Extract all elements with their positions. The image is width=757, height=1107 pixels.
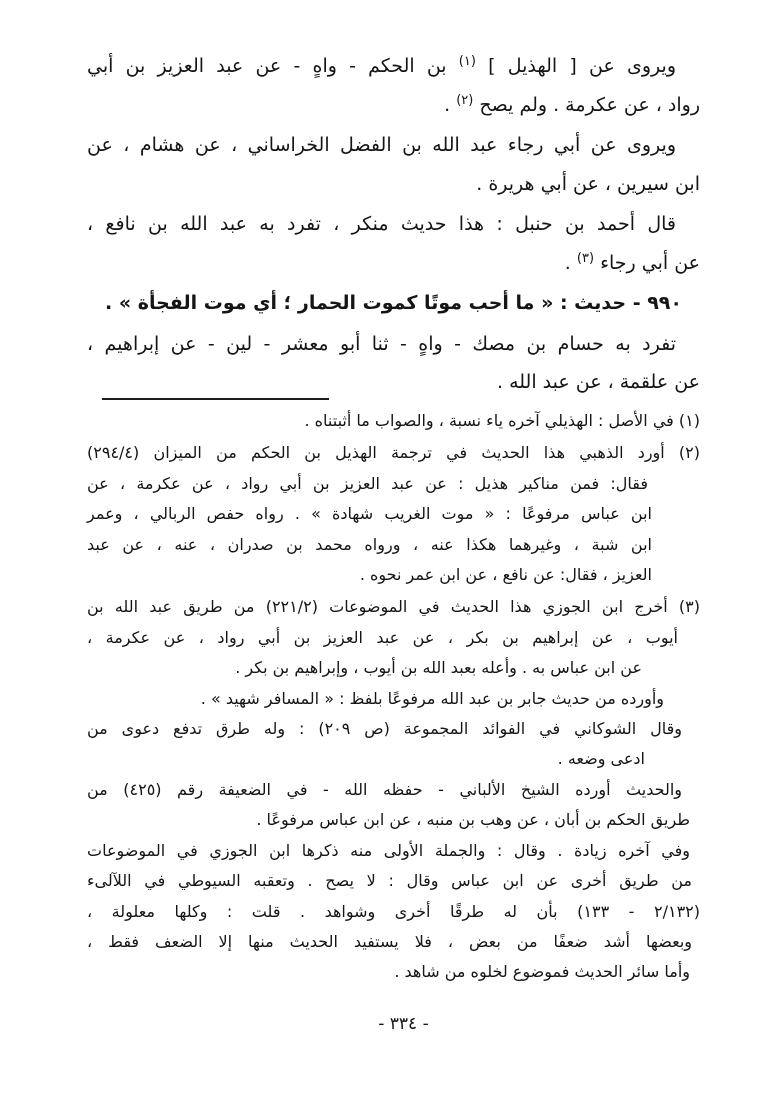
text-line: تفرد به حسام بن مصك - واهٍ - ثنا أبو معشر - لين - عن إبراهيم ، bbox=[87, 332, 676, 355]
text-run: عن أبي رجاء bbox=[594, 251, 700, 274]
footnote-ref-marker: (٢) bbox=[456, 92, 474, 108]
paragraph bbox=[87, 284, 700, 323]
text-line: والحديث أورده الشيخ الألباني - حفظه الله - في الضعيفة رقم (٤٢٥) من bbox=[87, 779, 682, 799]
text-line: ادعى وضعه . bbox=[557, 749, 645, 769]
text-run: . bbox=[444, 93, 457, 116]
text-line bbox=[87, 86, 700, 125]
text-line bbox=[87, 244, 700, 283]
text-line: فقال: فمن مناكير هذيل : عن عبد العزيز بن أبي رواد ، عن عكرمة ، عن bbox=[87, 473, 648, 493]
text-line: ابن سيرين ، عن أبي هريرة . bbox=[476, 172, 700, 195]
footnote-ref-marker: (١) bbox=[458, 54, 476, 69]
text-run: . bbox=[564, 251, 577, 274]
text-line: ابن شبة ، وغيرهما هكذا عنه ، ورواه محمد بن صدران ، عنه ، عن عبد bbox=[87, 534, 652, 554]
text-line: أيوب ، عن إبراهيم بن بكر ، عن عبد العزيز بن أبي رواد ، عن عكرمة ، bbox=[87, 627, 678, 647]
paragraph bbox=[87, 325, 700, 402]
main-text-block bbox=[87, 47, 700, 404]
text-run: بن الحكم - واهٍ - عن عبد العزيز بن أبي bbox=[87, 55, 459, 77]
text-line bbox=[87, 47, 700, 86]
footnotes-block bbox=[87, 406, 700, 990]
footnote bbox=[87, 592, 700, 987]
footnote bbox=[87, 406, 700, 436]
paragraph bbox=[87, 205, 700, 282]
text-line: عن ابن عباس به . وأعله بعبد الله بن أيوب ، وإبراهيم بن بكر . bbox=[235, 658, 642, 678]
paragraph bbox=[87, 126, 700, 203]
text-line: وأما سائر الحديث فموضوع لخلوه من شاهد . bbox=[394, 962, 690, 982]
text-line: (٢) أورد الذهبي هذا الحديث في ترجمة الهذيل بن الحكم من الميزان (٢٩٤/٤) bbox=[87, 443, 700, 463]
text-line: وبعضها أشد ضعفًا من بعض ، فلا يستفيد الحديث منها إلا الضعف فقط ، bbox=[87, 931, 692, 951]
text-line: (٢/١٣٢ - ١٣٣) بأن له طرقًا أخرى وشواهد . قلت : وكلها معلولة ، bbox=[87, 901, 700, 921]
footnote-divider bbox=[102, 398, 329, 400]
text-line: العزيز ، فقال: عن نافع ، عن ابن عمر نحوه . bbox=[359, 565, 652, 585]
text-line: وأورده من حديث جابر بن عبد الله مرفوعًا بلفظ : « المسافر شهيد » . bbox=[200, 688, 664, 708]
text-run: ويروى عن [ الهذيل ] bbox=[475, 55, 676, 77]
text-line: ٩٩٠ - حديث : « ما أحب موتًا كموت الحمار ؛ أي موت الفجأة » . bbox=[105, 292, 682, 314]
text-line: (١) في الأصل : الهذيلي آخره ياء نسبة ، والصواب ما أثبتناه . bbox=[304, 411, 700, 430]
footnote-ref-marker: (٣) bbox=[576, 250, 595, 266]
text-line: عن علقمة ، عن عبد الله . bbox=[496, 371, 700, 393]
text-line: وفي آخره زيادة . وقال : والجملة الأولى منه ذكرها ابن الجوزي في الموضوعات bbox=[87, 840, 690, 860]
text-line: طريق الحكم بن أبان ، عن وهب بن منبه ، عن ابن عباس مرفوعًا . bbox=[256, 810, 690, 830]
text-line: وقال الشوكاني في الفوائد المجموعة (ص ٢٠٩) : وله طرق تدفع دعوى من bbox=[87, 719, 683, 739]
text-line: من طريق أخرى عن ابن عباس وقال : لا يصح . وتعقبه السيوطي في اللآلىء bbox=[87, 871, 692, 891]
text-line: ابن عباس مرفوعًا : « موت الغريب شهادة » . رواه حفص الربالي ، وعمر bbox=[87, 504, 652, 524]
text-line: قال أحمد بن حنبل : هذا حديث منكر ، تفرد به عبد الله بن نافع ، bbox=[87, 213, 676, 235]
text-line: (٣) أخرج ابن الجوزي هذا الحديث في الموضوعات (٢٢١/٢) من طريق عبد الله بن bbox=[87, 597, 700, 617]
page-number: - ٣٣٤ - bbox=[378, 1014, 429, 1034]
footnote bbox=[87, 438, 700, 590]
paragraph bbox=[87, 47, 700, 124]
text-run: رواد ، عن عكرمة . ولم يصح bbox=[473, 93, 700, 116]
text-line: ويروى عن أبي رجاء عبد الله بن الفضل الخراساني ، عن هشام ، عن bbox=[87, 134, 676, 156]
